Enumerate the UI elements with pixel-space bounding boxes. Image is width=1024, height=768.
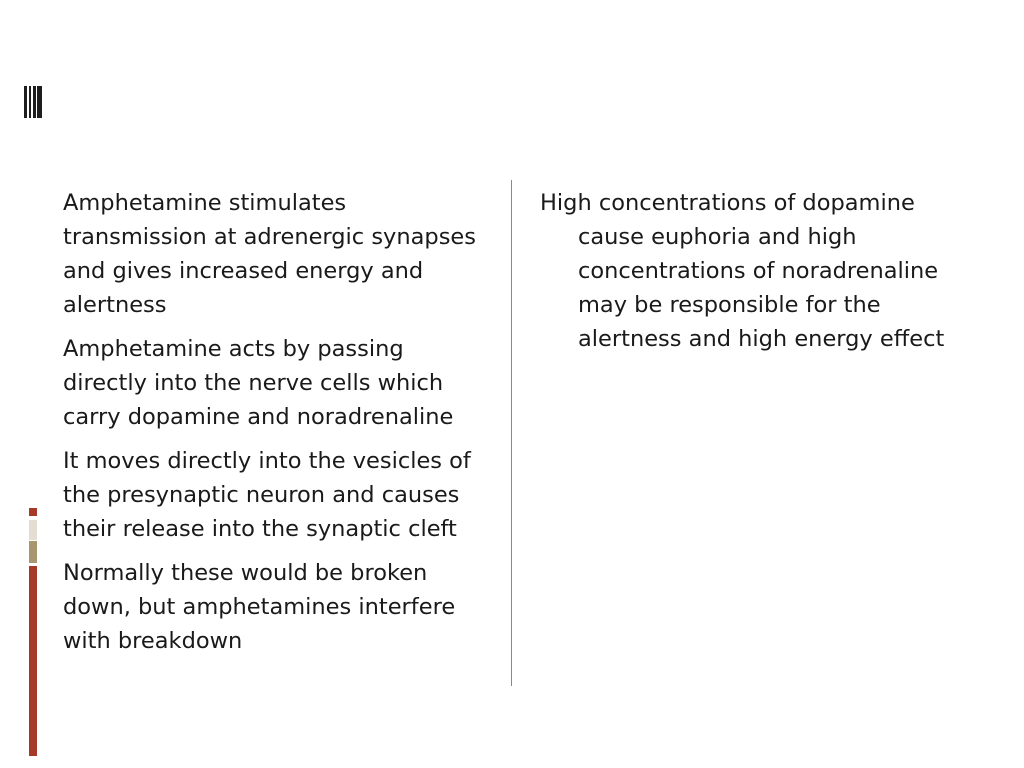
left-bullet-2: Amphetamine acts by passing directly into the nerve cells which carry dopamine and noradrenaline xyxy=(63,336,454,430)
left-column xyxy=(63,186,493,668)
right-column xyxy=(540,186,980,356)
left-bullet-1: Amphetamine stimulates transmission at adrenergic synapses and gives increased energy and alertness xyxy=(63,190,476,318)
bars-logo-icon xyxy=(24,86,42,118)
accent-bar-red-long xyxy=(29,566,37,756)
right-bullet-1: High concentrations of dopamine cause euphoria and high concentrations of noradrenaline may be responsible for the alertness and high energy effect xyxy=(540,190,945,352)
side-accent-bars xyxy=(29,508,37,756)
left-bullet-3: It moves directly into the vesicles of the presynaptic neuron and causes their release into the synaptic cleft xyxy=(63,448,471,542)
accent-bar-tan xyxy=(29,541,37,563)
accent-bar-light xyxy=(29,520,37,540)
left-bullet-4: Normally these would be broken down, but amphetamines interfere with breakdown xyxy=(63,560,456,654)
column-divider xyxy=(511,180,512,686)
accent-bar-red-small xyxy=(29,508,37,516)
